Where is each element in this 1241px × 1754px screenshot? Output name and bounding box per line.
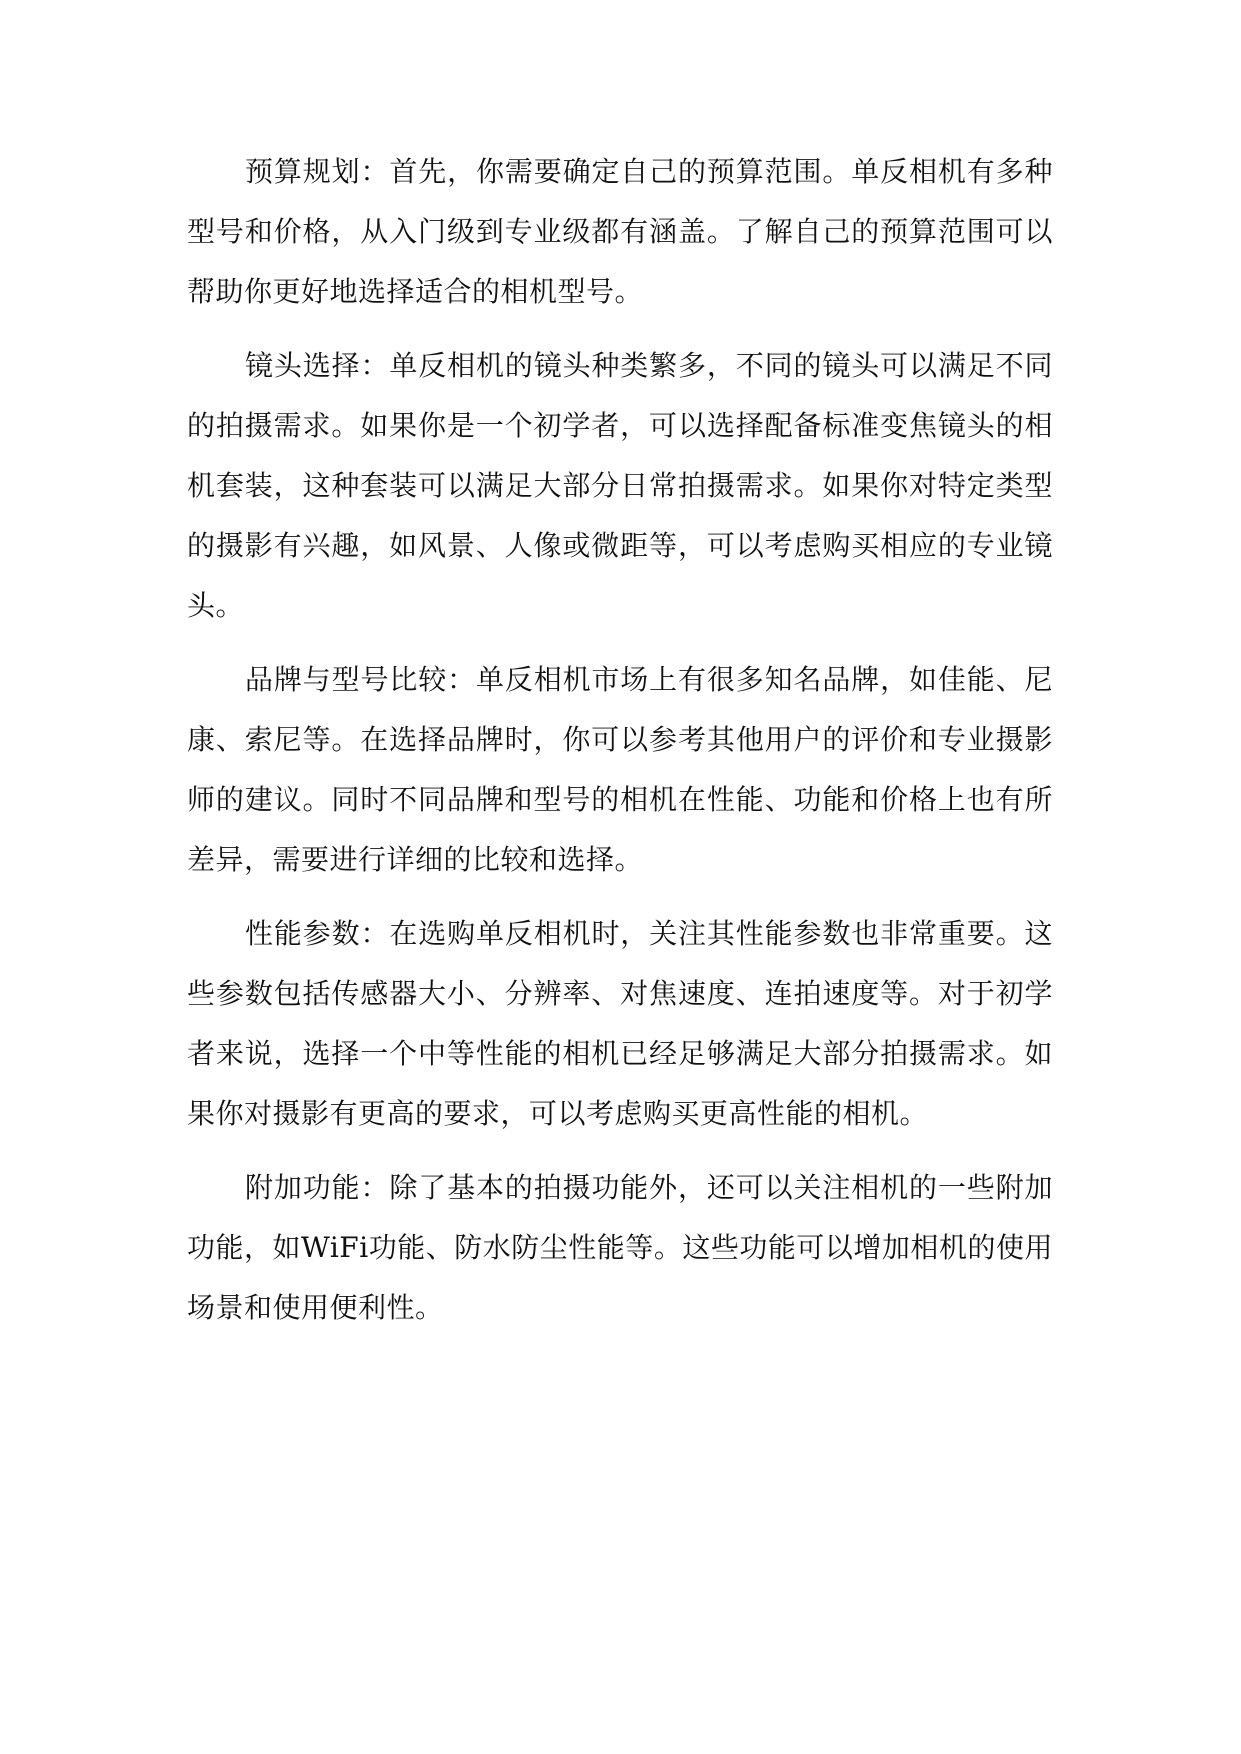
document-page [187, 142, 1053, 1352]
paragraph-brand: 品牌与型号比较：单反相机市场上有很多知名品牌，如佳能、尼康、索尼等。在选择品牌时，你可以参考其他用户的评价和专业摄影师的建议。同时不同品牌和型号的相机在性能、功能和价格上也有所差异，需要进行详细的比较和选择。 [187, 663, 1053, 876]
paragraph-lens: 镜头选择：单反相机的镜头种类繁多，不同的镜头可以满足不同的拍摄需求。如果你是一个初学者，可以选择配备标准变焦镜头的相机套装，这种套装可以满足大部分日常拍摄需求。如果你对特定类型的摄影有兴趣，如风景、人像或微距等，可以考虑购买相应的专业镜头。 [187, 349, 1053, 622]
paragraph-extra-features: 附加功能：除了基本的拍摄功能外，还可以关注相机的一些附加功能，如WiFi功能、防水防尘性能等。这些功能可以增加相机的使用场景和使用便利性。 [187, 1171, 1053, 1324]
paragraph-performance: 性能参数：在选购单反相机时，关注其性能参数也非常重要。这些参数包括传感器大小、分辨率、对焦速度、连拍速度等。对于初学者来说，选择一个中等性能的相机已经足够满足大部分拍摄需求。如果你对摄影有更高的要求，可以考虑购买更高性能的相机。 [187, 917, 1053, 1130]
paragraph-budget: 预算规划：首先，你需要确定自己的预算范围。单反相机有多种型号和价格，从入门级到专业级都有涵盖。了解自己的预算范围可以帮助你更好地选择适合的相机型号。 [187, 155, 1053, 308]
